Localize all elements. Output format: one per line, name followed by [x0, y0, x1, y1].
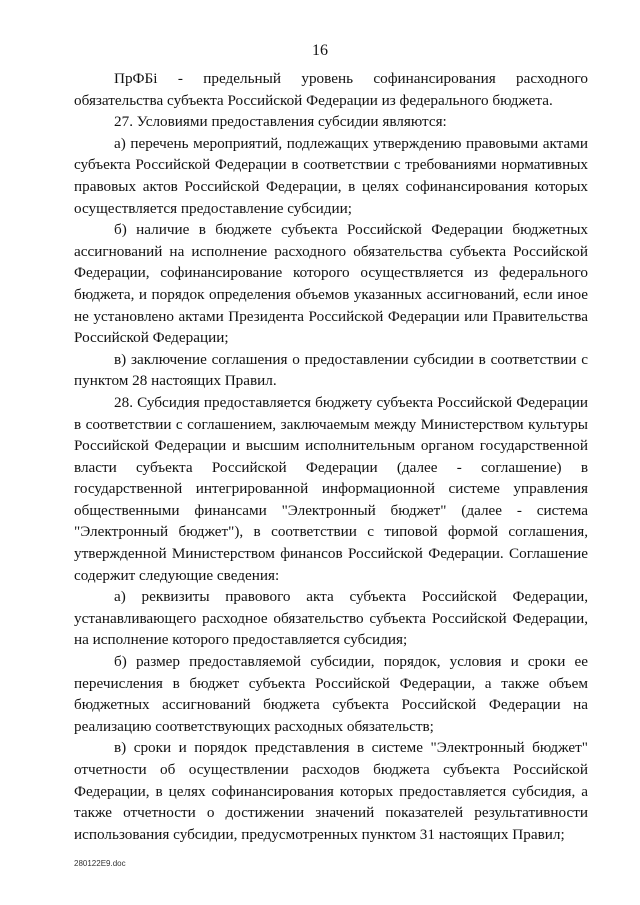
paragraph-28-v: в) сроки и порядок представления в системе "Электронный бюджет" отчетности об осуществлении расходов бюджета субъекта Российской Федерации, в целях софинансирования которых предоставляется субсидия, а также отчетности о достижении значений показателей результативности использования субсидии, предусмотренных пунктом 31 настоящих Правил; — [74, 739, 588, 843]
paragraph-28-a: а) реквизиты правового акта субъекта Российской Федерации, устанавливающего расходное обязательство субъекта Российской Федерации, на исполнение которого предоставляется субсидия; — [74, 588, 588, 649]
footer-filename: 280122E9.doc — [74, 859, 126, 868]
document-body — [74, 68, 588, 845]
paragraph-27-b: б) наличие в бюджете субъекта Российской Федерации бюджетных ассигнований на исполнение расходного обязательства субъекта Российской Федерации, софинансирование которого осуществляется из федерального бюджета, и порядок определения объемов указанных ассигнований, если иное не установлено актами Президента Российской Федерации или Правительства Российской Федерации; — [74, 221, 588, 347]
paragraph-27-v: в) заключение соглашения о предоставлении субсидии в соответствии с пунктом 28 настоящих Правил. — [74, 350, 588, 390]
paragraph-27-heading: 27. Условиями предоставления субсидии являются: — [114, 113, 447, 131]
paragraph-28-heading: 28. Субсидия предоставляется бюджету субъекта Российской Федерации в соответствии с соглашением, заключаемым между Министерством культуры Российской Федерации и высшим исполнительным органом государственной власти субъекта Российской Федерации (далее - соглашение) в государственной интегрированной информационной системе управления общественными финансами "Электронный бюджет" (далее - система "Электронный бюджет"), в соответствии с типовой формой соглашения, утвержденной Министерством финансов Российской Федерации. Соглашение содержит следующие сведения: — [74, 393, 588, 584]
paragraph-prfbi-definition: ПрФБi - предельный уровень софинансирования расходного обязательства субъекта Российской Федерации из федерального бюджета. — [74, 70, 588, 109]
paragraph-28-b: б) размер предоставляемой субсидии, порядок, условия и сроки ее перечисления в бюджет субъекта Российской Федерации, а также объем бюджетных ассигнований бюджета субъекта Российской Федерации на реализацию соответствующих расходных обязательств; — [74, 653, 588, 735]
paragraph-27-a: а) перечень мероприятий, подлежащих утверждению правовыми актами субъекта Российской Федерации в соответствии с требованиями нормативных правовых актов Российской Федерации, в целях софинансирования которых осуществляется предоставление субсидии; — [74, 134, 588, 217]
page-number: 16 — [312, 42, 328, 59]
